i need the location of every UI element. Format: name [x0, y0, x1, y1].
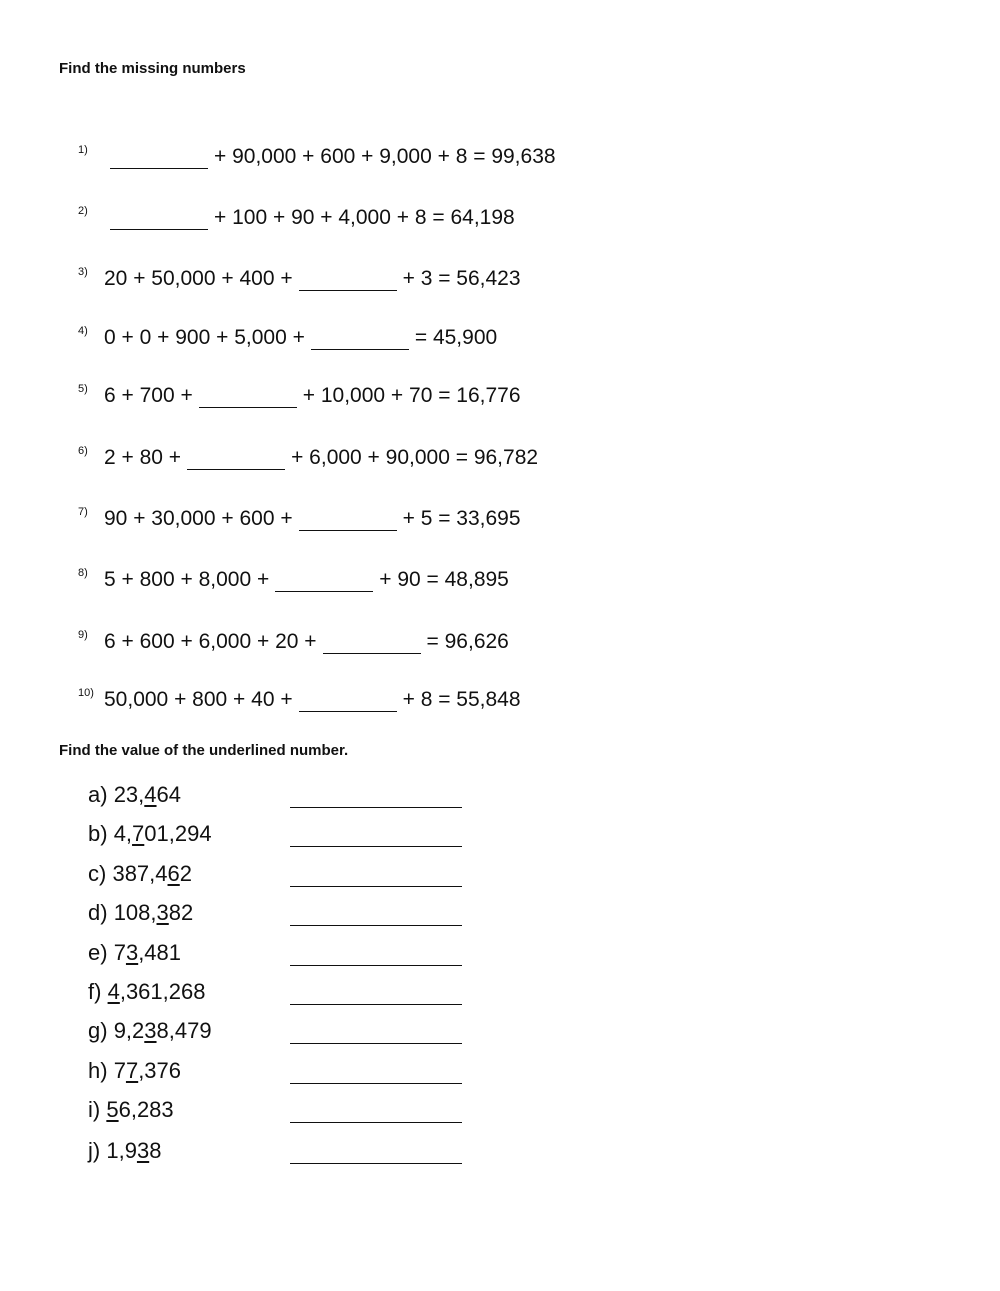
number-suffix: 6,283: [118, 1097, 174, 1122]
number-suffix: 2: [179, 861, 193, 886]
equation-text-before: 5 + 800 + 8,000 +: [104, 568, 270, 591]
number-suffix: 01,294: [144, 821, 212, 846]
underlined-digit: 3: [144, 1018, 157, 1043]
equation-number: 10): [78, 687, 94, 699]
value-question: [88, 782, 181, 808]
underlined-digit: 4: [107, 979, 120, 1004]
answer-blank[interactable]: [275, 569, 373, 592]
question-letter: b): [88, 821, 108, 846]
answer-blank[interactable]: [199, 385, 297, 408]
heading-underlined-value: Find the value of the underlined number.: [59, 742, 349, 759]
answer-blank[interactable]: [110, 146, 208, 169]
equation-row: [78, 685, 521, 715]
value-question: [88, 1018, 212, 1044]
answer-blank[interactable]: [311, 327, 409, 350]
value-row: [88, 898, 468, 930]
answer-line[interactable]: [290, 1043, 462, 1044]
question-letter: j): [88, 1138, 101, 1163]
underlined-digit: 6: [167, 861, 180, 886]
equation-number: 5): [78, 383, 88, 395]
equation-text-before: 6 + 600 + 6,000 + 20 +: [104, 630, 317, 653]
equation-number: 7): [78, 506, 88, 518]
equation-text-after: = 96,626: [426, 630, 509, 653]
value-row: [88, 1056, 468, 1088]
equation-number: 1): [78, 144, 88, 156]
number-prefix: 7: [113, 940, 126, 965]
equation-text-after: = 45,900: [414, 326, 498, 349]
question-letter: c): [88, 861, 107, 886]
equation-row: [78, 565, 509, 595]
equation-text-before: 6 + 700 +: [104, 384, 193, 407]
answer-blank[interactable]: [187, 447, 285, 470]
underlined-digit: 5: [106, 1097, 119, 1122]
underlined-digit: 7: [125, 1058, 139, 1083]
equation-text-after: + 8 = 55,848: [402, 688, 521, 711]
number-prefix: 4,: [113, 821, 133, 846]
equation-number: 3): [78, 266, 88, 278]
question-letter: f): [88, 979, 102, 1004]
answer-line[interactable]: [290, 807, 462, 808]
equation-text-after: + 100 + 90 + 4,000 + 8 = 64,198: [214, 206, 515, 229]
number-suffix: ,376: [138, 1058, 182, 1083]
equation-text-after: + 6,000 + 90,000 = 96,782: [291, 446, 539, 469]
equation-text-after: + 10,000 + 70 = 16,776: [302, 384, 521, 407]
equation-number: 2): [78, 205, 88, 217]
value-question: [88, 1058, 181, 1084]
value-question: [88, 821, 212, 847]
equation-number: 9): [78, 629, 88, 641]
equation-row: [78, 203, 515, 233]
underlined-digit: 4: [144, 782, 157, 807]
answer-blank[interactable]: [299, 689, 397, 712]
underlined-digit: 7: [132, 821, 145, 846]
value-row: [88, 938, 468, 970]
equation-row: [78, 443, 538, 473]
equation-number: 8): [78, 567, 88, 579]
value-question: [88, 900, 193, 926]
question-letter: e): [88, 940, 108, 965]
value-row: [88, 780, 468, 812]
equation-text-before: 90 + 30,000 + 600 +: [104, 507, 293, 530]
equation-row: [78, 627, 509, 657]
equation-text-after: + 90,000 + 600 + 9,000 + 8 = 99,638: [214, 145, 556, 168]
equation-text-after: + 3 = 56,423: [402, 267, 521, 290]
number-suffix: 8,479: [156, 1018, 212, 1043]
equation-text-after: + 5 = 33,695: [402, 507, 521, 530]
value-row: [88, 1016, 468, 1048]
value-question: [88, 861, 192, 887]
number-prefix: 1,9: [106, 1138, 137, 1163]
number-prefix: 387,4: [112, 861, 168, 886]
answer-line[interactable]: [290, 965, 462, 966]
number-prefix: 7: [113, 1058, 126, 1083]
underlined-digit: 3: [136, 1138, 150, 1163]
number-suffix: ,361,268: [119, 979, 206, 1004]
equation-row: [78, 142, 556, 172]
answer-line[interactable]: [290, 846, 462, 847]
value-row: [88, 819, 468, 851]
question-letter: a): [88, 782, 108, 807]
value-row: [88, 859, 468, 891]
number-suffix: 82: [168, 900, 194, 925]
answer-line[interactable]: [290, 1004, 462, 1005]
number-suffix: 64: [156, 782, 182, 807]
number-prefix: 108,: [113, 900, 157, 925]
answer-blank[interactable]: [299, 508, 397, 531]
equation-text-after: + 90 = 48,895: [379, 568, 509, 591]
equation-row: [78, 264, 521, 294]
answer-blank[interactable]: [323, 631, 421, 654]
value-question: [88, 979, 205, 1005]
answer-line[interactable]: [290, 886, 462, 887]
number-prefix: 23,: [113, 782, 145, 807]
value-row: [88, 1095, 468, 1127]
value-row: [88, 977, 468, 1009]
answer-line[interactable]: [290, 1122, 462, 1123]
question-letter: g): [88, 1018, 108, 1043]
question-letter: i): [88, 1097, 101, 1122]
equation-text-before: 50,000 + 800 + 40 +: [104, 688, 293, 711]
equation-text-before: 2 + 80 +: [104, 446, 182, 469]
answer-blank[interactable]: [299, 268, 397, 291]
number-suffix: 8: [149, 1138, 162, 1163]
value-question: [88, 940, 181, 966]
number-prefix: 9,2: [113, 1018, 145, 1043]
answer-line[interactable]: [290, 1163, 462, 1164]
value-row: [88, 1136, 468, 1168]
question-letter: h): [88, 1058, 108, 1083]
value-question: [88, 1097, 174, 1123]
answer-line[interactable]: [290, 1083, 462, 1084]
underlined-digit: 3: [125, 940, 139, 965]
equation-row: [78, 504, 521, 534]
answer-line[interactable]: [290, 925, 462, 926]
question-letter: d): [88, 900, 108, 925]
heading-missing-numbers: Find the missing numbers: [59, 60, 246, 77]
equation-number: 4): [78, 325, 88, 337]
equation-row: [78, 323, 497, 353]
answer-blank[interactable]: [110, 207, 208, 230]
equation-text-before: 0 + 0 + 900 + 5,000 +: [104, 326, 305, 349]
underlined-digit: 3: [156, 900, 169, 925]
number-suffix: ,481: [138, 940, 182, 965]
equation-text-before: 20 + 50,000 + 400 +: [104, 267, 293, 290]
equation-number: 6): [78, 445, 88, 457]
equation-row: [78, 381, 521, 411]
value-question: [88, 1138, 161, 1164]
